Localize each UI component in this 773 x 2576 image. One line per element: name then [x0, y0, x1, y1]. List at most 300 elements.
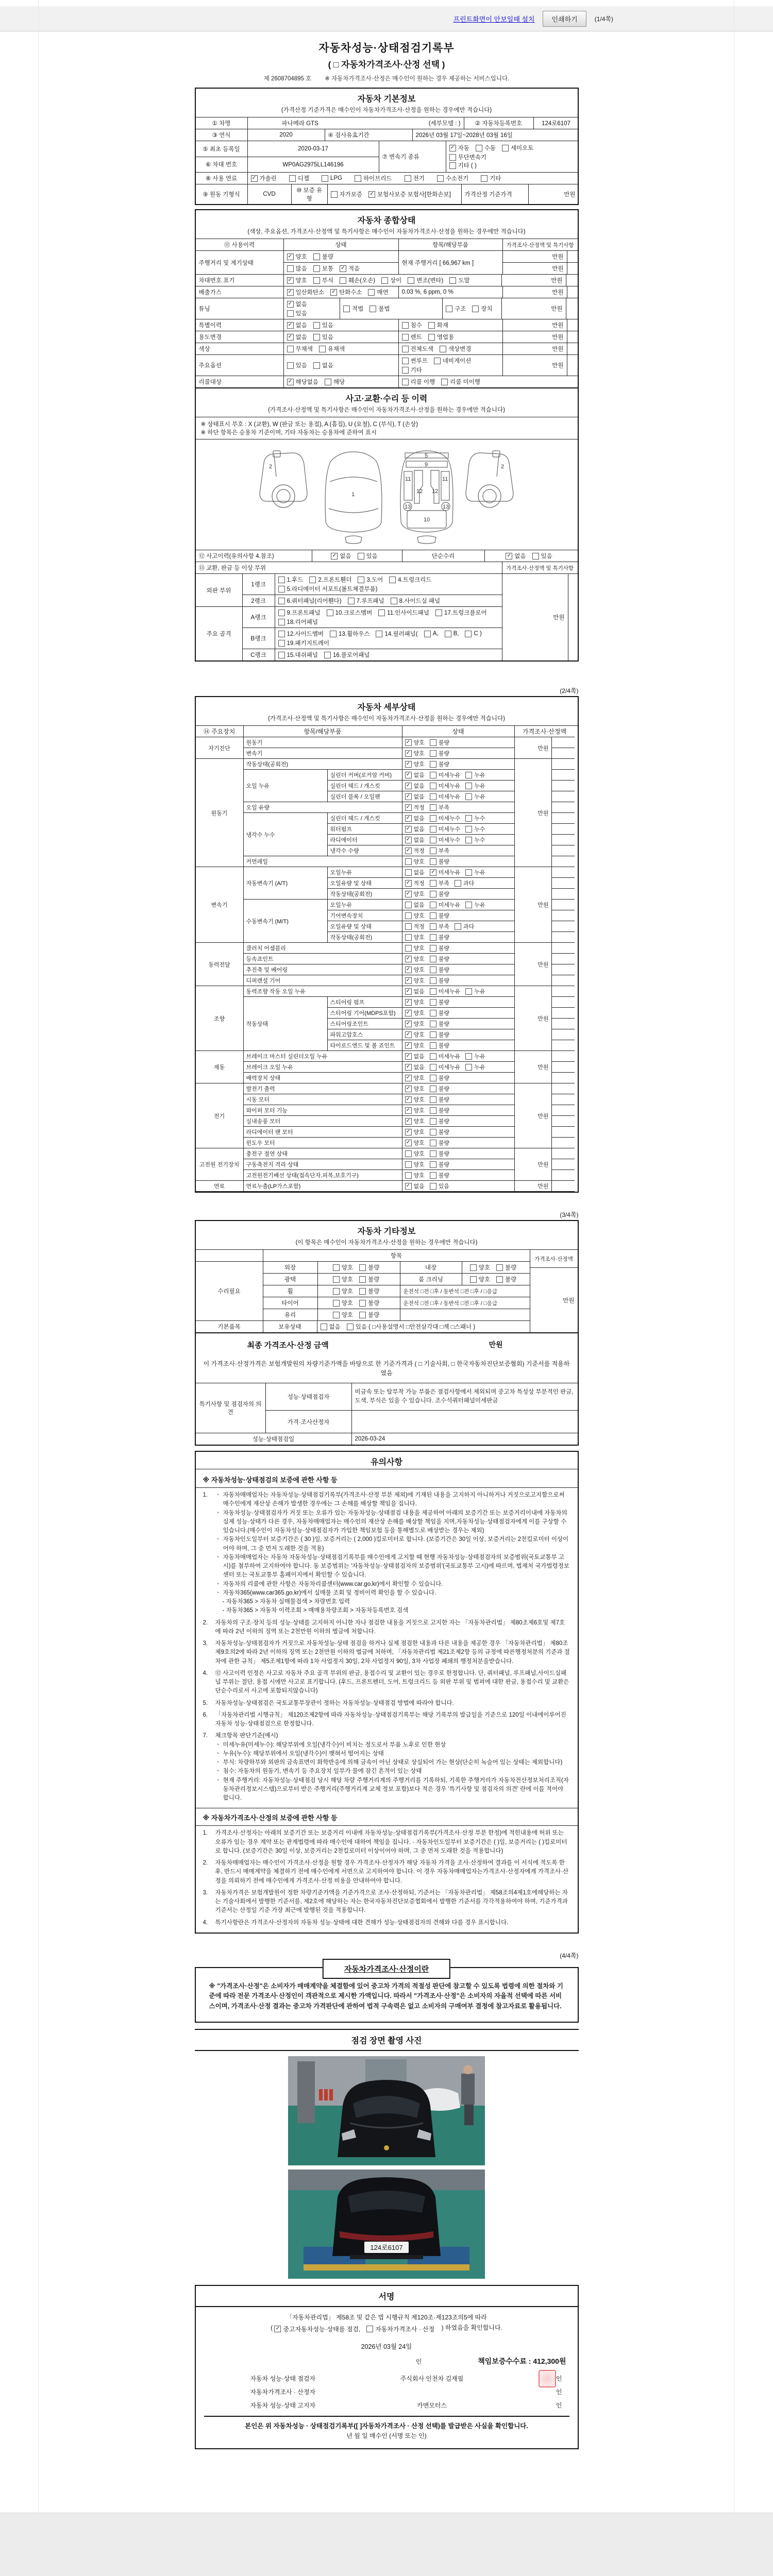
- recall-items: [402, 378, 485, 386]
- checkbox-option: [465, 987, 485, 995]
- state-options: [402, 1029, 515, 1040]
- checkbox-option: [405, 1171, 425, 1179]
- checkbox-option: [465, 825, 485, 833]
- state-options: [402, 1073, 515, 1083]
- checkbox-option: [496, 1275, 516, 1283]
- checkbox-label: 16.플로어패널: [332, 652, 370, 658]
- checkbox-option: [430, 868, 461, 876]
- detail-title: 자동차 세부상태: [357, 703, 416, 712]
- checkbox-icon: [405, 761, 412, 768]
- checkbox-option: [278, 651, 318, 659]
- checkbox-option: [449, 144, 469, 152]
- checkbox-label: 수소전기: [445, 176, 469, 182]
- checkbox-label: 있음: [322, 334, 333, 341]
- checkbox-icon: [358, 553, 364, 560]
- signer-role: 자동차가격조사 · 산정자: [250, 2388, 316, 2396]
- rank1-label: 1랭크: [251, 582, 266, 588]
- checkbox-label: 해당: [333, 379, 345, 385]
- basic-items-label: 기본품목: [217, 1324, 241, 1330]
- checkbox-label: 미세누유: [438, 1054, 461, 1060]
- checkbox-option: [287, 321, 307, 329]
- checkbox-icon: [405, 772, 412, 778]
- outer-panel-label: 외판 부위: [206, 587, 231, 594]
- checkbox-label: 불량: [438, 1043, 450, 1049]
- checkbox-icon: [405, 967, 412, 973]
- checkbox-label: 양호: [341, 1289, 353, 1295]
- notice-item-number: 1.: [203, 1830, 208, 1837]
- device-group-label: 변속기: [196, 867, 244, 943]
- checkbox-icon: [405, 793, 412, 800]
- checkbox-label: 색상변경: [448, 346, 472, 352]
- checkbox-label: 3.도어: [366, 577, 383, 583]
- checkbox-icon: [470, 1276, 477, 1283]
- checkbox-option: [359, 1311, 379, 1319]
- notice-item-number: 7.: [203, 1733, 208, 1739]
- checkbox-label: 양호: [341, 1277, 353, 1283]
- checkbox-option: [340, 276, 375, 284]
- diagram-label: 12: [416, 488, 423, 495]
- checkbox-option: [465, 836, 485, 844]
- checkbox-option: [465, 631, 481, 637]
- checkbox-option: [430, 1149, 449, 1158]
- blank-cell: [552, 900, 575, 910]
- item-label: 실내송풍 모터: [244, 1116, 402, 1127]
- checkbox-option: [449, 153, 487, 161]
- diagram-label: 2: [501, 464, 505, 470]
- state-options: [402, 813, 515, 824]
- checkbox-icon: [405, 1086, 412, 1092]
- checkbox-icon: [405, 1183, 412, 1190]
- checkbox-option: [430, 911, 449, 920]
- car-submodel: (세부모델 : ): [428, 121, 461, 127]
- checkbox-label: 8.사이드실 패널: [399, 598, 441, 604]
- checkbox-icon: [287, 253, 294, 260]
- checkbox-option: [465, 901, 485, 909]
- notice-item-body: 자동차성능·상태점검은 국토교통부장관이 정하는 자동차성능·상태점검 방법에 따라야 합니다.: [215, 1700, 454, 1706]
- checkbox-icon: [465, 837, 472, 843]
- checkbox-icon: [322, 175, 328, 182]
- notice-sec1-items: [203, 1491, 570, 1803]
- checkbox-label: 불량: [438, 761, 450, 768]
- emission-label: 배출가스: [198, 290, 222, 296]
- checkbox-label: 가솔린: [259, 176, 277, 182]
- diagram-label: 13: [443, 504, 449, 510]
- checkbox-label: 미세누유: [438, 794, 461, 800]
- checkbox-option: [405, 1020, 425, 1028]
- checkbox-icon: [430, 848, 436, 854]
- item-label: 작동상태: [244, 997, 328, 1051]
- checkbox-option: [405, 1128, 425, 1136]
- checkbox-label: 있음: [541, 553, 552, 560]
- checkbox-label: 없음: [514, 553, 526, 560]
- sub-item-label: 오일유량 및 상태: [328, 921, 402, 932]
- checkbox-option: [405, 868, 425, 876]
- checkbox-option: [405, 1052, 425, 1060]
- checkbox-option: [405, 890, 425, 898]
- state-options: [402, 1148, 515, 1159]
- checkbox-icon: [343, 306, 350, 312]
- transmission-options: [449, 144, 576, 161]
- appraiser-opinion-text: [352, 1410, 578, 1433]
- color-state: [287, 345, 350, 353]
- checkbox-label: 불법: [378, 306, 390, 312]
- checkbox-label: 9.프론트패널: [287, 610, 321, 616]
- interior-label: 내장: [400, 1262, 462, 1273]
- checkbox-icon: [331, 553, 338, 560]
- basic-info-title: 자동차 기본정보: [357, 95, 416, 104]
- rankB-label: B랭크: [250, 636, 266, 642]
- checkbox-label: 유채색: [327, 346, 345, 352]
- checkbox-icon: [430, 804, 436, 811]
- vin-mark-options: [287, 276, 475, 284]
- item-label: 충전구 절연 상태: [244, 1148, 402, 1159]
- notice-item: [203, 1919, 570, 1927]
- checkbox-icon: [381, 277, 388, 284]
- price-unit: 만원: [501, 275, 566, 286]
- notice-item-number: 4.: [203, 1670, 208, 1676]
- signer-name: 카맨모터스: [417, 2401, 447, 2409]
- sub-item-label: 기어변속장치: [328, 910, 402, 921]
- checkbox-icon: [333, 1264, 340, 1271]
- checkbox-option: [287, 264, 307, 273]
- checkbox-icon: [313, 265, 320, 272]
- checkbox-icon: [330, 289, 337, 296]
- checkbox-icon: [402, 358, 409, 364]
- checkbox-label: 없음: [413, 870, 425, 876]
- checkbox-option: [430, 1182, 449, 1190]
- checkbox-icon: [430, 1086, 436, 1092]
- checkbox-label: 미세누수: [438, 837, 461, 843]
- checkbox-icon: [391, 598, 397, 604]
- checkbox-option: [430, 1160, 449, 1168]
- checkbox-label: 양호: [413, 945, 425, 952]
- checkbox-icon: [402, 346, 409, 352]
- checkbox-icon: [465, 772, 472, 778]
- state-options: [402, 986, 515, 997]
- price-unit: 만원: [515, 1051, 552, 1083]
- rank2-label: 2랭크: [251, 598, 266, 604]
- checkbox-icon: [368, 191, 375, 198]
- price-unit: 만원: [515, 867, 552, 943]
- checkbox-label: 불량: [505, 1277, 517, 1283]
- state-options: [402, 1019, 515, 1029]
- checkbox-option: [430, 901, 461, 909]
- checkbox-option: [402, 378, 435, 386]
- other-note: (이 항목은 매수인이 자동차가격조사·산정을 원하는 경우에만 적습니다): [295, 1240, 478, 1246]
- print-plugin-install-link[interactable]: 프린트화면이 안보일때 설치: [453, 15, 535, 23]
- checkbox-option: [287, 300, 307, 308]
- checkbox-icon: [430, 761, 436, 768]
- checkbox-icon: [424, 631, 431, 637]
- checkbox-label: 누유: [474, 870, 485, 876]
- blank-cell: [552, 1019, 575, 1029]
- checkbox-option: [428, 333, 454, 341]
- detail-condition-table: [196, 725, 578, 1192]
- notice-item: [203, 1699, 570, 1708]
- checkbox-label: 불량: [438, 978, 450, 984]
- checkbox-option: [476, 144, 496, 152]
- checkbox-option: [333, 1299, 353, 1307]
- checkbox-label: 누유: [474, 772, 485, 778]
- checkbox-label: 없음: [413, 816, 425, 822]
- checkbox-icon: [287, 346, 294, 352]
- checkbox-option: [278, 575, 304, 584]
- item-label: 커먼레일: [244, 856, 402, 867]
- abnormal-parts-label: ⑬ 교환, 판금 등 이상 부위: [198, 565, 266, 571]
- price-unit: 만원: [502, 343, 567, 354]
- checkbox-label: 변조(변타): [416, 278, 444, 284]
- blank-cell: [552, 1170, 575, 1181]
- signer-seal: 인: [556, 2388, 562, 2396]
- legend-basis: ※ 하단 항목은 승용차 기준이며, 기타 자동차는 승용차에 준하여 표시: [200, 430, 377, 436]
- checkbox-icon: [331, 191, 338, 198]
- notice-item-number: 3.: [203, 1640, 208, 1647]
- state-options: [402, 845, 515, 856]
- tuning-label: 튜닝: [198, 306, 210, 312]
- vin-value: WP0AG2975LL146196: [248, 157, 379, 172]
- buyer-confirmation: 본인은 위 자동차성능 · 상태점검기록부([ ]자동차가격조사 · 산정 선택)를 발급받은 사실을 확인합니다.: [204, 2416, 569, 2431]
- checkbox-icon: [313, 253, 320, 260]
- checkbox-option: [465, 771, 485, 779]
- checkbox-option: [309, 575, 351, 584]
- checkbox-label: 적법: [352, 306, 364, 312]
- checkbox-option: [430, 1095, 449, 1104]
- price-appraisal-guide-box: [195, 1964, 579, 2023]
- item-label: 오일 유량: [244, 802, 402, 813]
- document-subtitle: ( □ 자동차가격조사·산정 선택 ): [328, 60, 445, 70]
- checkbox-label: 불량: [438, 1086, 450, 1092]
- checkbox-icon: [309, 577, 316, 583]
- checkbox-label: 누유: [474, 783, 485, 789]
- checkbox-option: [402, 321, 422, 329]
- state-options: [402, 954, 515, 964]
- checkbox-option: [445, 631, 459, 637]
- checkbox-option: [405, 1139, 425, 1147]
- checkbox-label: 보통: [322, 266, 333, 272]
- checkbox-option: [430, 879, 449, 887]
- col-price: 가격조사·산정액 및 특기사항: [502, 239, 578, 250]
- checkbox-icon: [449, 145, 456, 151]
- checkbox-label: 구조: [455, 306, 466, 312]
- photos-section: [195, 2029, 579, 2051]
- room-cleaning-options: [470, 1275, 522, 1283]
- checkbox-label: 자동: [458, 145, 469, 151]
- checkbox-option: [455, 879, 474, 887]
- checkbox-icon: [366, 2326, 373, 2332]
- checkbox-label: 보험사보증 보험사[한화손보]: [377, 192, 451, 198]
- checkbox-option: [455, 922, 474, 930]
- page-marker-3: (3/4쪽): [560, 1211, 579, 1218]
- checkbox-label: 있음: [295, 363, 307, 369]
- checkbox-icon: [449, 162, 456, 169]
- inspection-photo-rear: [288, 2170, 485, 2279]
- checkbox-label: 수동: [484, 145, 496, 151]
- checkbox-option: [465, 782, 485, 790]
- checkbox-icon: [496, 1264, 503, 1271]
- checkbox-option: [251, 174, 277, 182]
- document-note: ※ 자동차가격조사·산정은 매수인이 원하는 경우 제공하는 서비스입니다.: [325, 76, 510, 82]
- checkbox-label: 없음: [413, 1054, 425, 1060]
- price-unit: 만원: [501, 298, 566, 319]
- checkbox-icon: [368, 289, 375, 296]
- vin-mark-label: 차대번호 표기: [198, 278, 235, 284]
- checkbox-label: 미세누유: [438, 1064, 461, 1071]
- checkbox-label: 미세누유: [438, 902, 461, 908]
- mileage-state1: [287, 252, 339, 261]
- checkbox-label: 양호: [413, 1032, 425, 1038]
- checkbox-option: [405, 1009, 425, 1017]
- checkbox-option: [481, 174, 501, 182]
- checkbox-icon: [472, 306, 479, 312]
- checkbox-option: [449, 276, 469, 284]
- blank-cell: [552, 943, 575, 954]
- checkbox-option: [368, 288, 388, 296]
- exterior-options: [333, 1263, 384, 1272]
- sub-item-label: 실린더 블록 / 오일팬: [328, 791, 402, 802]
- checkbox-icon: [405, 837, 412, 843]
- accident-record-options: [331, 552, 382, 560]
- accident-history-section: [195, 388, 579, 662]
- checkbox-icon: [278, 609, 285, 616]
- room-cleaning-label: 룸 크리닝: [400, 1274, 462, 1285]
- price-unit: 만원: [502, 286, 567, 298]
- device-group-label: 자기진단: [196, 737, 244, 759]
- state-options: [402, 1127, 515, 1138]
- checkbox-label: 누수: [474, 837, 485, 843]
- checkbox-option: [355, 174, 392, 182]
- checkbox-icon: [278, 652, 285, 658]
- checkbox-label: 양호: [478, 1277, 490, 1283]
- item-label: 브레이크 오일 누유: [244, 1062, 402, 1073]
- state-options: [402, 932, 515, 943]
- fuel-options: [251, 174, 507, 182]
- checkbox-icon: [430, 977, 436, 984]
- checkbox-option: [430, 1063, 461, 1071]
- checkbox-icon: [405, 1021, 412, 1027]
- checkbox-icon: [287, 301, 294, 308]
- print-button[interactable]: 인쇄하기: [543, 11, 586, 27]
- notice-item-body: 「자동차관리법 시행규칙」 제120조제2항에 따라 자동차성능·상태점검기록부는 해당 기록부의 발급일을 기준으로 120일 이내에이루어진 자동차 성능·상태점검으로 한정합니다.: [215, 1711, 566, 1727]
- state-options: [402, 737, 515, 748]
- notice-item-number: 3.: [203, 1889, 208, 1896]
- device-group-label: 동력전달: [196, 943, 244, 986]
- checkbox-icon: [430, 880, 436, 887]
- sub-item-label: 오일누유: [328, 900, 402, 910]
- checkbox-option: [402, 357, 428, 365]
- sub-item-label: 실린더 헤드 / 개스킷: [328, 813, 402, 824]
- checkbox-label: 불량: [368, 1265, 380, 1271]
- basic-info-section: [195, 88, 579, 205]
- final-price-section: [195, 1333, 579, 1446]
- checkbox-label: 없음: [413, 794, 425, 800]
- checkbox-icon: [278, 577, 285, 583]
- state-options: [402, 1008, 515, 1019]
- item-label: 디퍼렌셜 기어: [244, 975, 402, 986]
- checkbox-label: 부식: [322, 278, 333, 284]
- item-label: 윈도우 모터: [244, 1138, 402, 1148]
- checkbox-icon: [470, 1264, 477, 1271]
- checkbox-icon: [405, 934, 412, 941]
- checkbox-option: [430, 1171, 449, 1179]
- notice-item-body: 자동차의 구조·장치 등의 성능·상태를 고지하지 아니한 자나 점검한 내용을 거짓으로 고지한 자는 「자동차관리법」 제80조제6호및 제7호에 따라 2년 이하의 징역 또는 2천만원 이하의 벌금에 처합니다.: [215, 1619, 565, 1635]
- other-info-section: [195, 1220, 579, 1333]
- signer-name: 주식회사 인천차 김재필: [400, 2375, 464, 2382]
- checkbox-label: 양호: [413, 935, 425, 941]
- state-options: [402, 835, 515, 845]
- checkbox-option: [405, 1182, 425, 1190]
- tuning-legal: [343, 304, 395, 313]
- checkbox-icon: [430, 934, 436, 941]
- checkbox-label: 양호: [413, 859, 425, 865]
- notice-sec2-title: ※ 자동차가격조사·산정의 보증에 관한 사항 등: [196, 1808, 578, 1826]
- checkbox-label: 불량: [438, 999, 450, 1006]
- rank2-options: [278, 597, 446, 605]
- state-options: [402, 748, 515, 759]
- blank-cell: [552, 1127, 575, 1138]
- checkbox-option: [506, 552, 526, 560]
- device-group-label: 제동: [196, 1051, 244, 1083]
- checkbox-icon: [430, 783, 436, 789]
- checkbox-icon: [430, 772, 436, 778]
- checkbox-icon: [405, 1010, 412, 1016]
- checkbox-icon: [430, 1075, 436, 1081]
- checkbox-label: 상이: [390, 278, 402, 284]
- state-options: [402, 770, 515, 781]
- checkbox-label: 훼손(오손): [348, 278, 376, 284]
- checkbox-icon: [465, 1064, 472, 1071]
- item-label: 배력장치 상태: [244, 1073, 402, 1083]
- paper-left-edge: [38, 0, 39, 2513]
- usage-change-items: [402, 333, 460, 341]
- checkbox-icon: [405, 1118, 412, 1125]
- checkbox-option: [313, 321, 333, 329]
- checkbox-option: [430, 1139, 449, 1147]
- checkbox-option: [430, 965, 449, 974]
- checkbox-label: 불량: [368, 1277, 380, 1283]
- checkbox-icon: [278, 631, 285, 637]
- item-label: 추진축 및 베어링: [244, 964, 402, 975]
- state-options: [402, 856, 515, 867]
- checkbox-label: 적정: [413, 924, 425, 930]
- checkbox-label: 양호: [413, 1151, 425, 1157]
- checkbox-icon: [405, 175, 411, 182]
- checkbox-icon: [278, 640, 285, 647]
- checkbox-option: [405, 814, 425, 822]
- notice-item-number: 2.: [203, 1860, 208, 1866]
- notice-sec1-title: ※ 자동차성능·상태점검의 보증에 관한 사항 등: [196, 1471, 578, 1488]
- state-options: [402, 889, 515, 900]
- checkbox-option: [424, 631, 439, 637]
- checkbox-icon: [278, 619, 285, 625]
- checkbox-label: 없음: [322, 363, 333, 369]
- checkbox-option: [430, 1128, 449, 1136]
- legal-paren-close: ) 하였음을 확인합니다.: [441, 2324, 502, 2332]
- checkbox-option: [287, 309, 307, 317]
- checkbox-icon: [405, 1053, 412, 1060]
- checkbox-icon: [430, 750, 436, 757]
- checkbox-icon: [287, 265, 294, 272]
- checkbox-label: 양호: [413, 999, 425, 1006]
- blank-cell: [552, 932, 575, 943]
- checkbox-option: [532, 552, 552, 560]
- checkbox-label: 불량: [322, 254, 333, 260]
- checkbox-label: 있음: [438, 1183, 450, 1190]
- transmission-etc-option: [449, 161, 576, 170]
- simple-repair-label: 단순수리: [402, 550, 484, 562]
- checkbox-option: [430, 738, 449, 747]
- checkbox-label: 양호: [341, 1312, 353, 1318]
- blank-cell: [552, 1008, 575, 1019]
